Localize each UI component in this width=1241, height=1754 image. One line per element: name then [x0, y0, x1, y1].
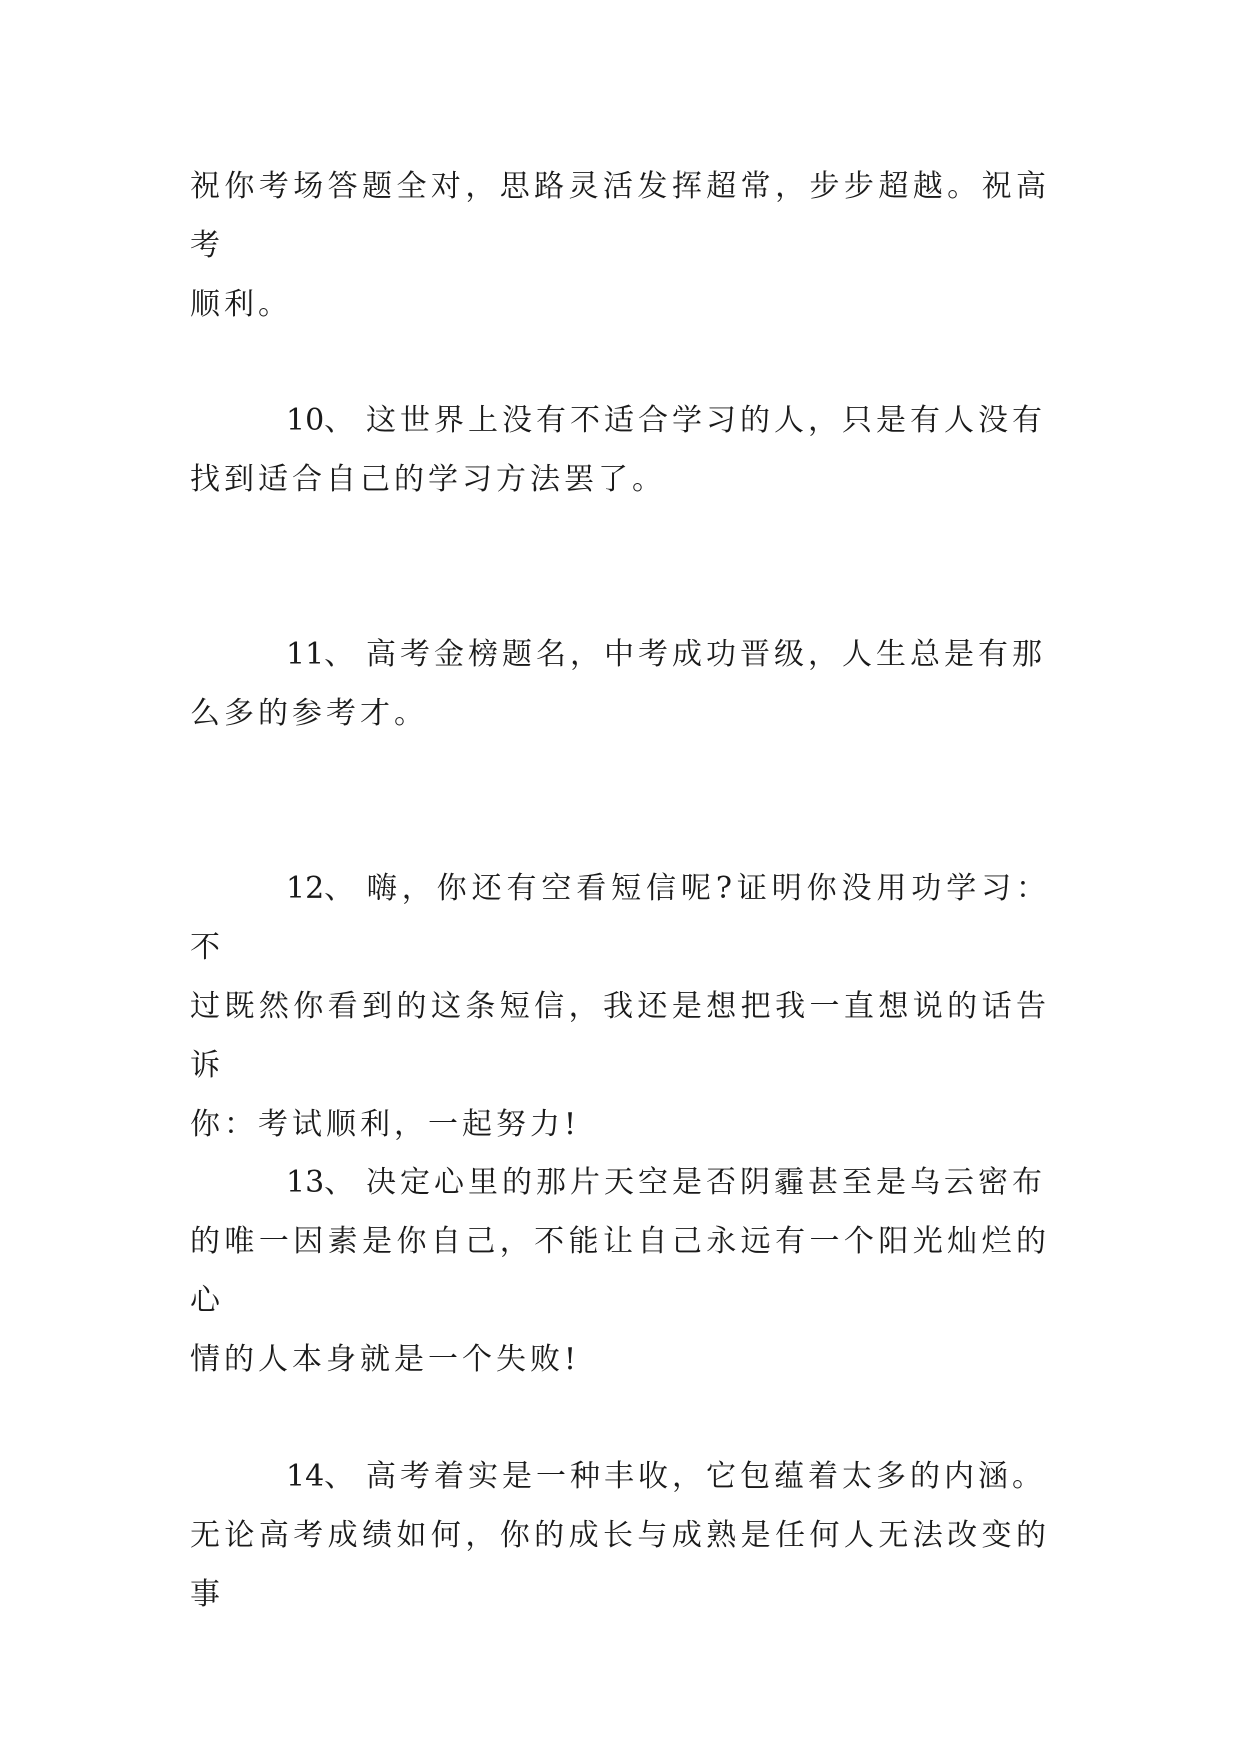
paragraph-number: 13、: [286, 1165, 355, 1200]
paragraph-line: 嗨，你还有空看短信呢?证明你没用功学习：不: [190, 871, 1050, 965]
paragraph-line: 决定心里的那片天空是否阴霾甚至是乌云密布: [366, 1165, 1046, 1200]
paragraph-11: [190, 625, 1050, 743]
paragraph-9-continuation: [190, 157, 1050, 334]
paragraph-10: [190, 391, 1050, 509]
paragraph-line: 过既然你看到的这条短信，我还是想把我一直想说的话告诉: [190, 989, 1050, 1083]
paragraph-line: 祝你考场答题全对，思路灵活发挥超常，步步超越。祝高考: [190, 169, 1050, 263]
paragraph-number: 11、: [286, 637, 355, 672]
paragraph-number: 14、: [286, 1459, 355, 1494]
paragraph-14: [190, 1447, 1050, 1624]
paragraph-line: 你：考试顺利，一起努力!: [190, 1107, 581, 1142]
paragraph-line: 高考着实是一种丰收，它包蕴着太多的内涵。: [366, 1459, 1046, 1494]
paragraph-line: 情的人本身就是一个失败!: [190, 1342, 581, 1377]
paragraph-line: 顺利。: [190, 287, 292, 322]
paragraph-13: [190, 1153, 1050, 1389]
paragraph-line: 高考金榜题名，中考成功晋级，人生总是有那: [366, 637, 1046, 672]
paragraph-line: 找到适合自己的学习方法罢了。: [190, 462, 666, 497]
paragraph-line: 无论高考成绩如何，你的成长与成熟是任何人无法改变的事: [190, 1518, 1050, 1612]
paragraph-line: 么多的参考才。: [190, 696, 428, 731]
paragraph-number: 10、: [286, 403, 355, 438]
paragraph-number: 12、: [286, 871, 355, 906]
paragraph-line: 这世界上没有不适合学习的人，只是有人没有: [366, 403, 1046, 438]
paragraph-12: [190, 859, 1050, 1154]
paragraph-line: 的唯一因素是你自己，不能让自己永远有一个阳光灿烂的心: [190, 1224, 1050, 1318]
